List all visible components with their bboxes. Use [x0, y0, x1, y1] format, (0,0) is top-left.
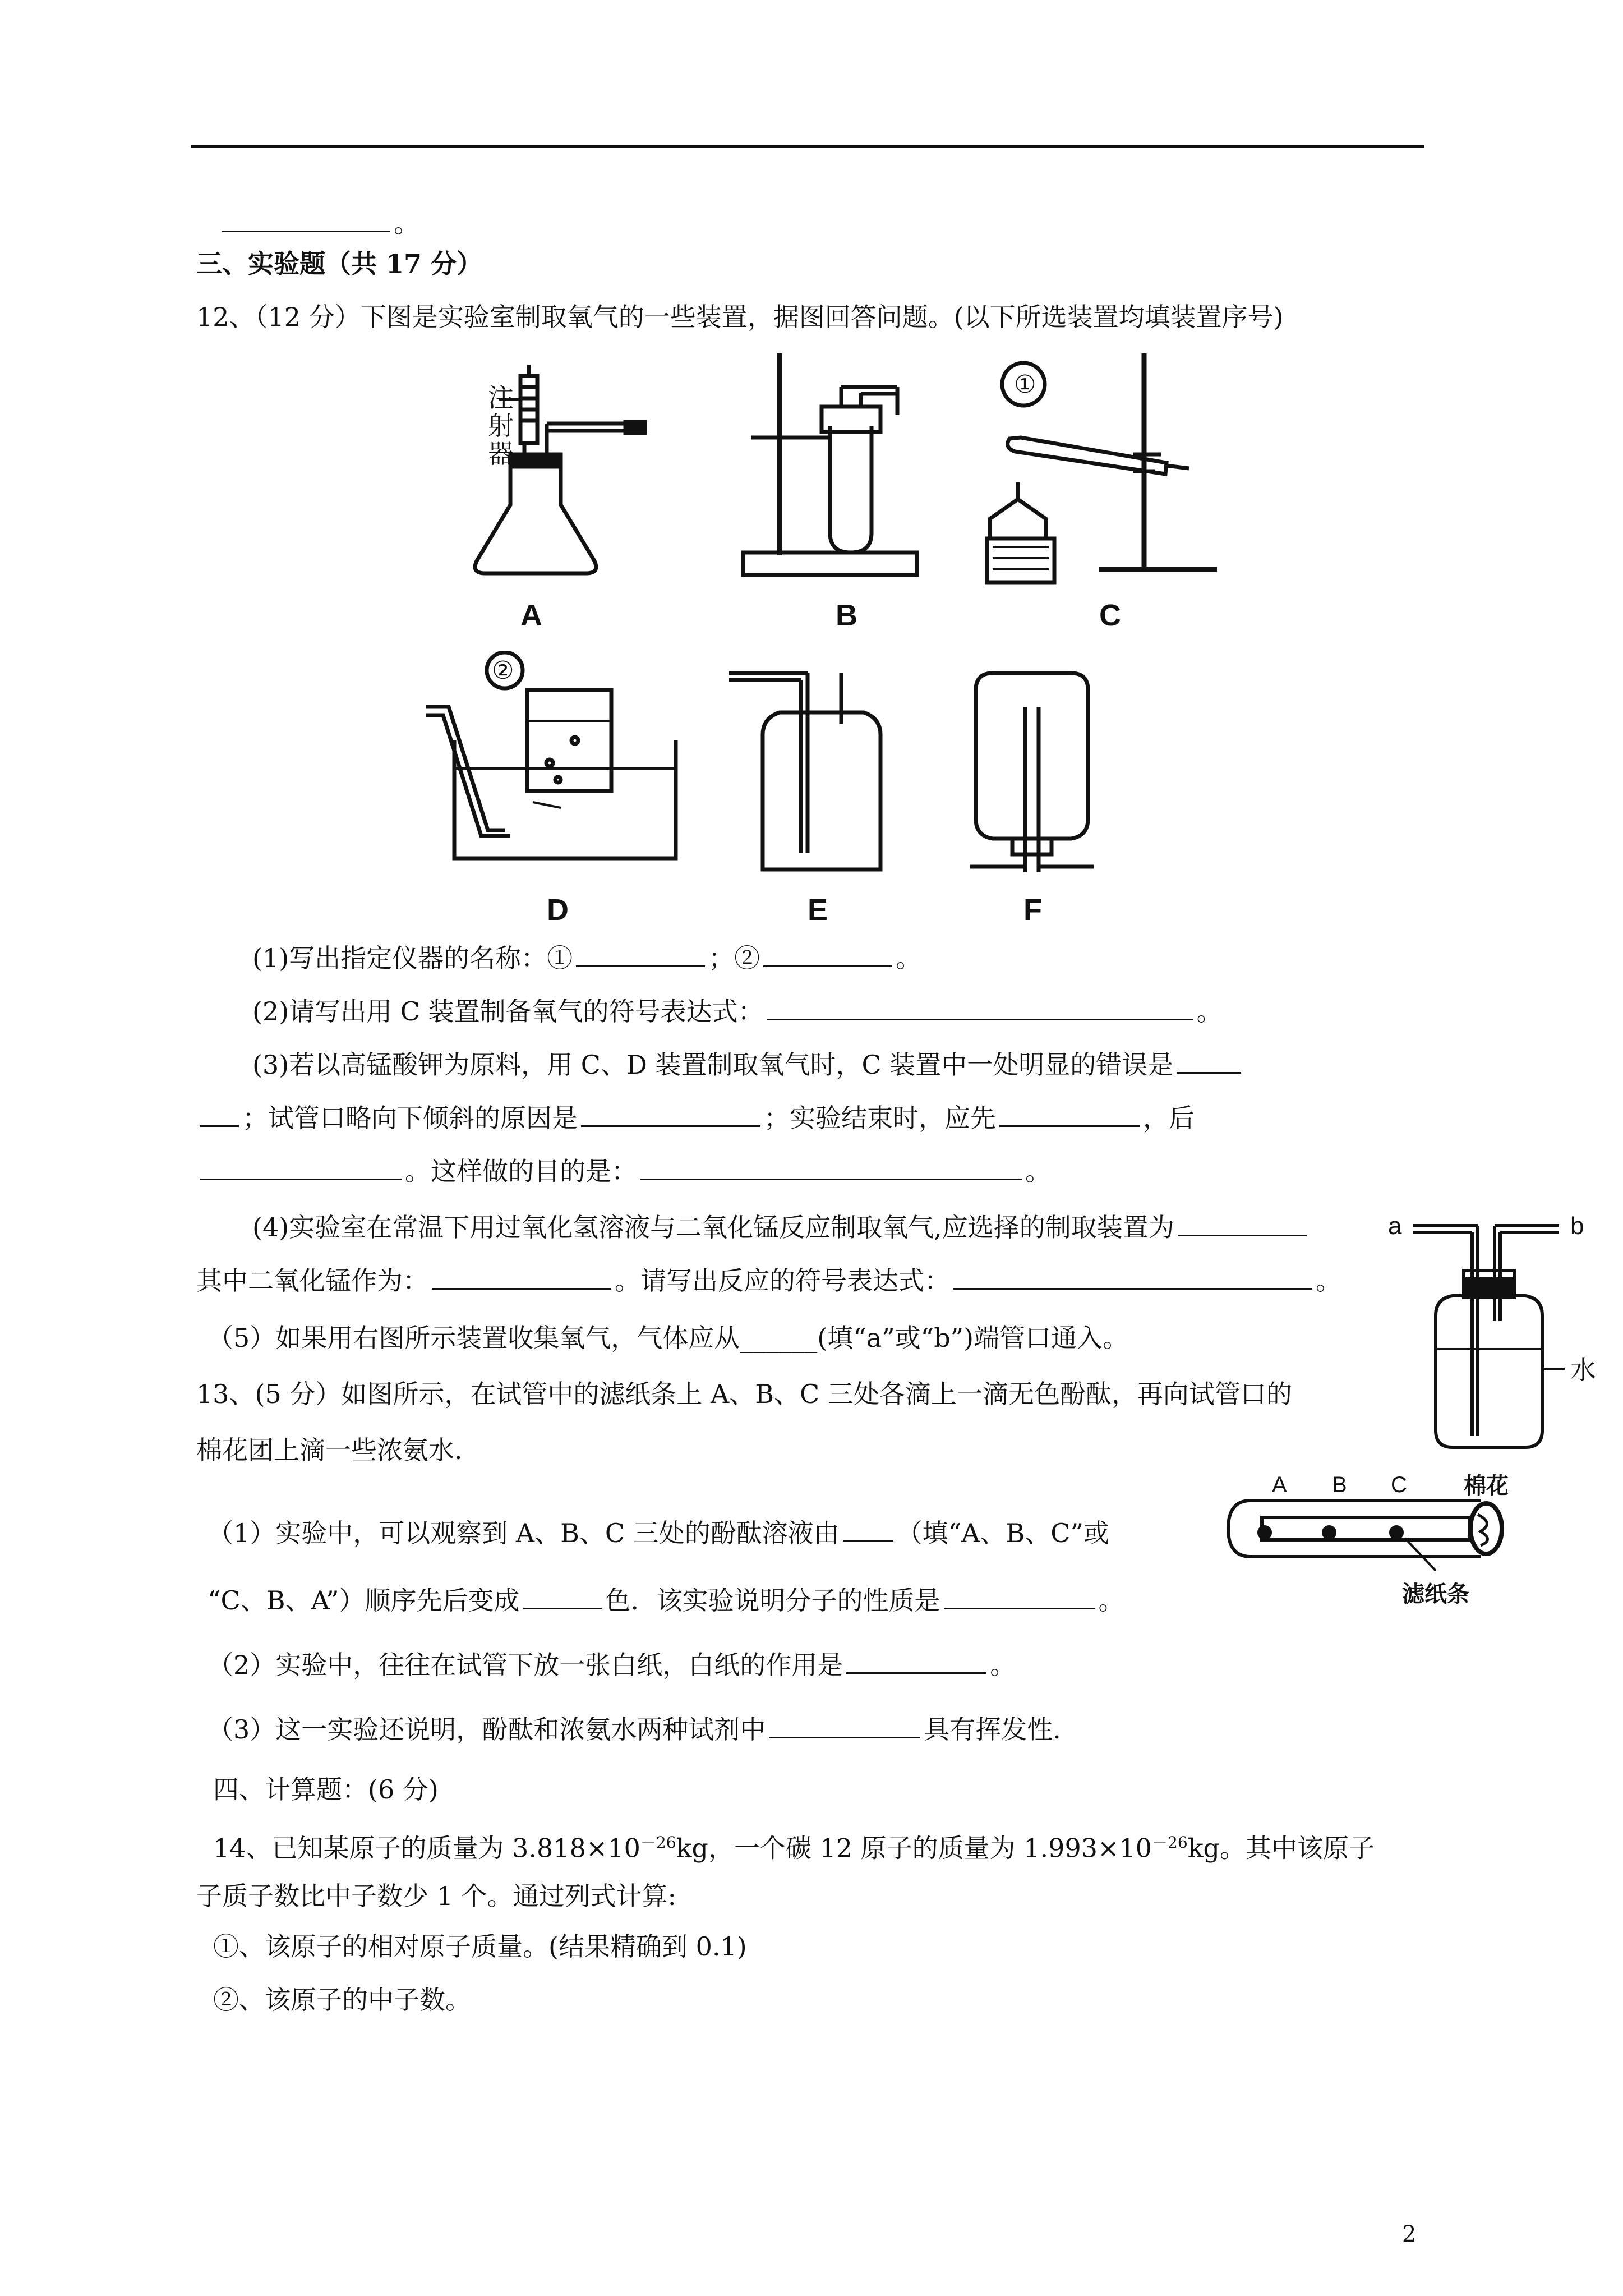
tube-label-b: B: [1332, 1473, 1347, 1497]
marker-2: ②: [492, 657, 514, 684]
blank[interactable]: [1178, 1209, 1307, 1236]
apparatus-figure-row1: [437, 353, 1290, 645]
q12-stem: 12、（12 分）下图是实验室制取氧气的一些装置，据图回答问题。(以下所选装置均填装置序号): [196, 302, 1284, 332]
apparatus-figure-row2: [415, 651, 1267, 931]
apparatus-e: [729, 673, 880, 869]
apparatus-b: [743, 353, 917, 575]
q13-stem-line1: 13、(5 分）如图所示，在试管中的滤纸条上 A、B、C 三处各滴上一滴无色酚酞，再向试管口的: [196, 1379, 1292, 1409]
q13-part2: （2）实验中，往往在试管下放一张白纸，白纸的作用是 。: [208, 1646, 1016, 1682]
blank[interactable]: [953, 1262, 1312, 1290]
q12-part3-line1: (3)若以高锰酸钾为原料，用 C、D 装置制取氧气时，C 装置中一处明显的错误是: [252, 1046, 1244, 1082]
gas-bottle-figure: [1374, 1200, 1610, 1458]
q12-part3-line2: ；试管口略向下倾斜的原因是 ；实验结束时，应先 ，后: [196, 1099, 1195, 1135]
blank[interactable]: [523, 1582, 602, 1609]
filter-paper-label: 滤纸条: [1402, 1582, 1469, 1607]
blank[interactable]: [200, 1153, 402, 1180]
blank[interactable]: [769, 1711, 920, 1738]
prev-answer-line: 。: [219, 205, 419, 240]
label-b: B: [836, 599, 857, 632]
q14-line1: 14、已知某原子的质量为 $3.818\times 10^{-26}kg$，一个碳 12 原子的质量为 $1.993\times 10^{-26}kg$。其中该原子: [213, 1833, 1375, 1864]
blank[interactable]: [640, 1153, 1022, 1180]
blank[interactable]: [1177, 1046, 1241, 1074]
apparatus-f: [970, 673, 1094, 872]
section4-title: 四、计算题：(6 分): [213, 1774, 439, 1805]
q13-part3: （3）这一实验还说明，酚酞和浓氨水两种试剂中 具有挥发性.: [208, 1711, 1061, 1746]
label-a: A: [520, 599, 542, 632]
blank[interactable]: [843, 1515, 893, 1542]
q12-part3-line3: 。这样做的目的是： 。: [196, 1153, 1051, 1188]
syringe-label-3: 器: [488, 439, 514, 468]
q14-item2: ②、该原子的中子数。: [213, 1985, 471, 2015]
blank[interactable]: [200, 1099, 239, 1127]
syringe-label-1: 注: [488, 383, 514, 412]
q14-line2: 子质子数比中子数少 1 个。通过列式计算:: [196, 1881, 677, 1911]
syringe-label-2: 射: [488, 411, 514, 440]
tube-label-c: C: [1391, 1473, 1407, 1497]
cotton-label: 棉花: [1464, 1474, 1509, 1498]
blank[interactable]: [944, 1582, 1095, 1609]
blank[interactable]: [846, 1646, 986, 1674]
label-c: C: [1099, 599, 1121, 632]
blank[interactable]: [222, 205, 390, 232]
bottle-port-b: b: [1570, 1212, 1584, 1240]
bottle-port-a: a: [1388, 1212, 1402, 1240]
blank[interactable]: [432, 1262, 611, 1290]
q14-item1: ①、该原子的相对原子质量。(结果精确到 0.1): [213, 1931, 747, 1962]
q12-part2: (2)请写出用 C 装置制备氧气的符号表达式： 。: [252, 993, 1223, 1028]
section3-title: 三、实验题（共 17 分）: [196, 249, 483, 279]
page-number: 2: [1402, 2221, 1417, 2247]
q12-part4-line1: (4)实验室在常温下用过氧化氢溶液与二氧化锰反应制取氧气,应选择的制取装置为: [252, 1209, 1310, 1244]
test-tube-figure: [1217, 1470, 1531, 1616]
blank[interactable]: [767, 993, 1193, 1020]
q13-part1-line2: “C、B、A”）顺序先后变成 色．该实验说明分子的性质是 。: [208, 1582, 1124, 1617]
q12-part1: (1)写出指定仪器的名称：① ；② 。: [252, 940, 921, 975]
tube-label-a: A: [1272, 1473, 1287, 1497]
blank[interactable]: [581, 1099, 760, 1127]
q12-part4-line2: 其中二氧化锰作为： 。请写出反应的符号表达式： 。: [196, 1262, 1341, 1297]
marker-1: ①: [1014, 371, 1036, 398]
q12-part5: （5）如果用右图所示装置收集氧气，气体应从______(填“a”或“b”)端管口通入。: [208, 1323, 1129, 1353]
label-d: D: [547, 893, 569, 927]
q13-stem-line2: 棉花团上滴一些浓氨水.: [196, 1435, 463, 1465]
blank[interactable]: [576, 940, 705, 967]
apparatus-d: [426, 652, 676, 858]
header-rule: [191, 145, 1424, 148]
label-e: E: [808, 893, 828, 927]
label-f: F: [1023, 893, 1042, 927]
blank[interactable]: [763, 940, 892, 967]
q13-part1-line1: （1）实验中，可以观察到 A、B、C 三处的酚酞溶液由 （填“A、B、C”或: [208, 1515, 1109, 1550]
blank[interactable]: [999, 1099, 1140, 1127]
bottle-water-label: 水: [1570, 1355, 1596, 1384]
